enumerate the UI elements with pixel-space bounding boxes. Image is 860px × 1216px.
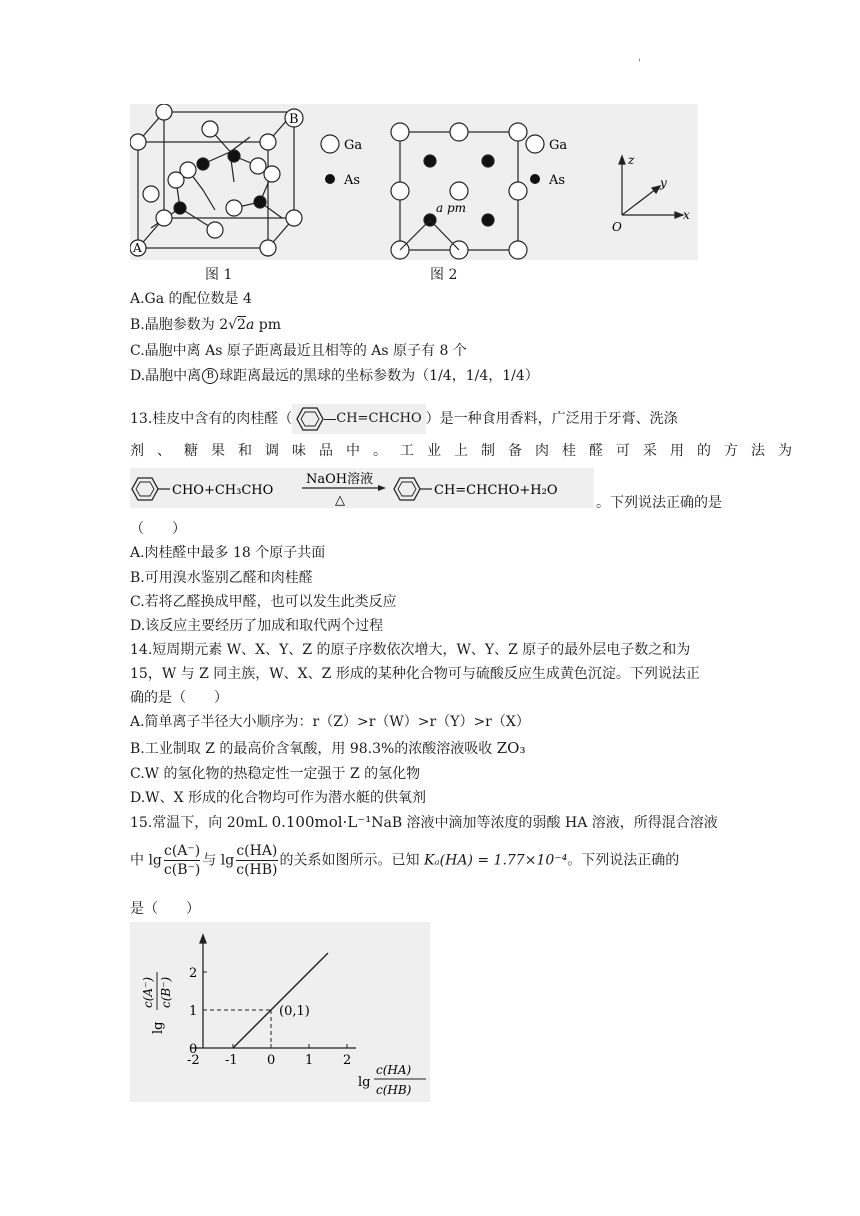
q13-option-b: B.可用溴水鉴别乙醛和肉桂醛 (130, 570, 313, 586)
chart-ylabel-prefix: lg (151, 1021, 166, 1034)
q15-frac-1 (164, 842, 200, 879)
fig1-label-b: B (289, 112, 299, 127)
q14-line-3: 确的是（ ） (130, 690, 228, 706)
q13-option-a: A.肉桂醛中最多 18 个原子共面 (130, 545, 326, 561)
chart-y-tick-label: 1 (189, 1004, 198, 1019)
chart-x-tick-label: 2 (343, 1053, 352, 1068)
q12-b-sqrt-icon: √ (228, 317, 238, 333)
chart-x-tick-label: -2 (187, 1053, 200, 1068)
q15-ka: Kₐ(HA) = 1.77×10⁻⁴ (423, 852, 568, 869)
legend2-as-icon (530, 174, 540, 184)
q13-option-d: D.该反应主要经历了加成和取代两个过程 (130, 618, 384, 634)
crystal-figure-panel (130, 104, 698, 260)
chart-x-tick-label: 1 (305, 1053, 314, 1068)
axis-y-label: y (660, 176, 667, 190)
q15-l2-b: 与 lg (202, 852, 235, 869)
q15-line-1 (130, 813, 718, 832)
q15-frac2-num: c(HA) (236, 843, 278, 859)
reaction-right-text: CH=CHCHO+H₂O (434, 483, 558, 498)
chart-x-tick-label: 0 (267, 1053, 276, 1068)
chart-y-axis-arrow (200, 935, 206, 943)
reaction-svg (130, 468, 594, 508)
q15-frac1-num: c(A⁻) (163, 843, 201, 859)
axis-origin-label: O (612, 220, 622, 234)
q13-cinnamaldehyde-structure (292, 404, 425, 434)
legend1-as-icon (325, 174, 335, 184)
q13-l1-prefix: 13.桂皮中含有的肉桂醛（ (130, 411, 293, 427)
crystal-figures-svg (130, 104, 698, 260)
q15-l1-suffix: NaB 溶液中滴加等浓度的弱酸 HA 溶液，所得混合溶液 (371, 815, 718, 831)
chart-annotation: (0,1) (279, 1004, 310, 1019)
q14-b-prefix: B.工业制取 Z 的最高价含氧酸，用 98.3%的浓酸溶液吸收 (130, 741, 497, 757)
chart-x-tick-label: -1 (225, 1053, 238, 1068)
q15-line-3: 是（ ） (130, 901, 200, 917)
q13-paren: （ ） (130, 521, 186, 537)
legend2-as-label: As (549, 173, 566, 188)
q13-line-2: 剂、糖果和调味品中。工业上制备肉桂醛可采用的方法为 (130, 443, 805, 459)
q14-option-d: D.W、X 形成的化合物均可作为潜水艇的供氧剂 (130, 790, 426, 806)
chart-xlabel-den: c(HB) (376, 1083, 412, 1097)
q12-option-c: C.晶胞中离 As 原子距离最近且相等的 As 原子有 8 个 (130, 343, 467, 359)
q15-l2-d: 。下列说法正确的 (567, 852, 680, 869)
q15-frac-2 (236, 842, 277, 879)
chart-x-label (358, 1063, 426, 1097)
chart-ylabel-den: c(B⁻) (159, 976, 173, 1008)
q12-d-prefix: D.晶胞中离 (130, 368, 202, 384)
chart-series-line (233, 953, 328, 1048)
legend1-as-label: As (344, 173, 361, 188)
q13-struct-text: CH=CHCHO (336, 411, 422, 426)
q15-chart-panel (130, 922, 430, 1102)
q12-option-d (130, 367, 539, 385)
legend1-ga-icon (321, 135, 339, 153)
fig1-caption: 图 1 (205, 267, 233, 283)
axis-z-label: z (628, 153, 635, 167)
chart-ylabel-num: c(A⁻) (141, 976, 155, 1008)
axis-x-label: x (683, 208, 690, 222)
q14-option-b (130, 739, 525, 758)
q15-l2-a: 中 lg (130, 852, 162, 869)
q15-l2-c: 的关系如图所示。已知 (279, 852, 424, 869)
q13-reaction-equation (130, 468, 594, 508)
q12-option-b (130, 316, 281, 334)
q14-b-formula: ZO₃ (496, 739, 526, 757)
q14-line-1: 14.短周期元素 W、X、Y、Z 的原子序数依次增大，W、Y、Z 原子的最外层电子数之和为 (130, 642, 691, 658)
reaction-left-benzene-icon (132, 478, 158, 500)
q12-d-circled-b-icon: B (202, 368, 218, 384)
q13-line-1 (130, 404, 678, 434)
q14-option-a: A.简单离子半径大小顺序为：r（Z）>r（W）>r（Y）>r（X） (130, 714, 530, 730)
q15-l1-prefix: 15.常温下，向 20mL (130, 815, 272, 831)
q15-frac1-den: c(B⁻) (163, 862, 201, 878)
chart-y-tick-label: 0 (189, 1042, 198, 1057)
q12-b-unit: pm (258, 317, 282, 333)
top-mark: ' (638, 58, 641, 69)
chart-xlabel-prefix: lg (358, 1075, 371, 1090)
q13-l1-suffix: ）是一种食用香料，广泛用于牙膏、洗涤 (425, 411, 678, 427)
q15-chart-svg (130, 922, 430, 1102)
benzene-ring-icon (296, 406, 324, 432)
q15-line-2 (130, 842, 679, 879)
fig1-atoms (130, 104, 303, 256)
q12-d-suffix: 球距离最远的黑球的坐标参数为（1/4，1/4，1/4） (219, 368, 539, 384)
q13-option-c: C.若将乙醛换成甲醛，也可以发生此类反应 (130, 594, 397, 610)
q14-option-c: C.W 的氢化物的热稳定性一定强于 Z 的氢化物 (130, 766, 421, 782)
reaction-left-text: CHO+CH₃CHO (172, 483, 274, 498)
fig2-caption: 图 2 (430, 267, 458, 283)
q12-b-var: a (245, 317, 255, 333)
chart-y-label (141, 972, 173, 1034)
q12-b-radicand: 2 (237, 317, 246, 333)
q12-option-a: A.Ga 的配位数是 4 (130, 291, 252, 307)
q12-b-prefix: B.晶胞参数为 2 (130, 317, 229, 333)
reaction-condition-top: NaOH溶液 (306, 472, 374, 487)
chart-xlabel-num: c(HA) (376, 1063, 412, 1077)
fig2-label-a-pm: a pm (436, 201, 467, 215)
legend2-ga-label: Ga (549, 138, 568, 153)
legend1-ga-label: Ga (344, 138, 363, 153)
fig1-label-a: A (133, 241, 142, 255)
q13-reaction-tail: 。下列说法正确的是 (596, 495, 722, 511)
reaction-condition-bottom: △ (335, 493, 345, 508)
reaction-right-benzene-icon (394, 478, 420, 500)
fig2-top-view (391, 123, 527, 259)
q15-frac2-den: c(HB) (236, 862, 278, 878)
q15-l1-conc: 0.100mol·L⁻¹ (271, 813, 372, 831)
q14-line-2: 15，W 与 Z 同主族，W、X、Z 形成的某种化合物可与硫酸反应生成黄色沉淀。下列说法正 (130, 666, 700, 682)
legend2-ga-icon (526, 135, 544, 153)
chart-y-tick-label: 2 (189, 966, 198, 981)
